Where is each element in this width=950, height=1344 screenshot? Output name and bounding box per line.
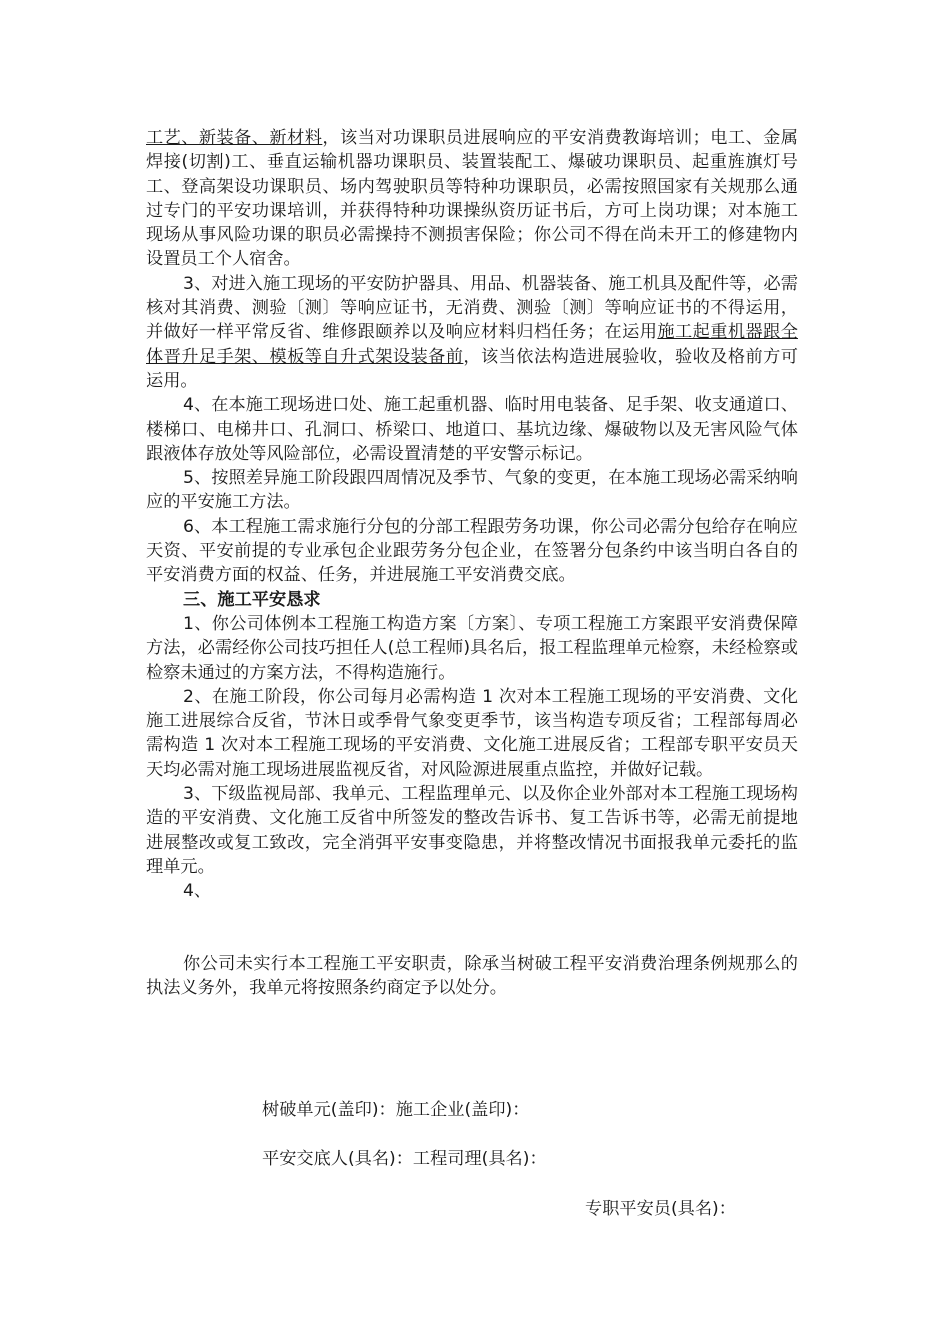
paragraph-item-3: [146, 272, 798, 393]
signature-line-persons: 平安交底人(具名)：工程司理(具名)：: [262, 1149, 547, 1169]
underlined-text: 施工起重机器跟全体晋升足手架、模板等自升式架设装备前: [146, 322, 798, 367]
paragraph-req-3: 3、下级监视局部、我单元、工程监理单元、以及你企业外部对本工程施工现场构造的平安消费、文化施工反省中所签发的整改告诉书、复工告诉书等，必需无前提地进展整改或复工致改，完全消弭平安事变隐患，并将整改情况书面报我单元委托的监理单元。: [146, 784, 798, 877]
paragraph-req-1: 1、你公司体例本工程施工构造方案〔方案〕、专项工程施工方案跟平安消费保障方法，必需经你公司技巧担任人(总工程师)具名后，报工程监理单元检察，未经检察或检察未通过的方案方法，不得构造施行。: [146, 613, 798, 683]
paragraph-item-4: 4、在本施工现场进口处、施工起重机器、临时用电装备、足手架、收支通道口、楼梯口、电梯井口、孔洞口、桥梁口、地道口、基坑边缘、爆破物以及无害风险气体跟液体存放处等风险部位，必需设置清楚的平安警示标记。: [146, 395, 798, 464]
blank-space: [146, 904, 798, 952]
paragraph-training: [146, 126, 798, 272]
underlined-text: 工艺、新装备、新材料: [146, 128, 323, 148]
paragraph-item-5: 5、按照差异施工阶段跟四周情况及季节、气象的变更，在本施工现场必需采纳响应的平安施工方法。: [146, 468, 798, 513]
paragraph-liability: 你公司未实行本工程施工平安职责，除承当树破工程平安消费治理条例规那么的执法义务外，我单元将按照条约商定予以处分。: [146, 953, 798, 998]
document-body: [146, 126, 798, 1000]
signature-line-units: 树破单元(盖印)：施工企业(盖印)：: [262, 1100, 530, 1120]
paragraph-text: ，该当依法构造进展验收，验收及格前方可运用。: [146, 346, 798, 391]
paragraph-req-4: 4、: [183, 881, 212, 902]
paragraph-text: 3、对进入施工现场的平安防护器具、用品、机器装备、施工机具及配件等，必需核对其消费、测验〔测〕等响应证书，无消费、测验〔测〕等响应证书的不得运用，并做好一样平常反省、维修跟颐养以及响应材料归档任务；在运用: [146, 273, 798, 343]
paragraph-item-6: 6、本工程施工需求施行分包的分部工程跟劳务功课，你公司必需分包给存在响应天资、平安前提的专业承包企业跟劳务分包企业，在签署分包条约中该当明白各自的平安消费方面的权益、任务，并进展施工平安消费交底。: [146, 516, 798, 586]
paragraph-text: ，该当对功课职员进展响应的平安消费教诲培训；电工、金属焊接(切割)工、垂直运输机器功课职员、装置装配工、爆破功课职员、起重旌旗灯号工、登高架设功课职员、场内驾驶职员等特种功课职员，必需按照国家有关规那么通过专门的平安功课培训，并获得特种功课操纵资历证书后，方可上岗功课；对本施工现场从事风险功课的职员必需操持不测损害保险；你公司不得在尚未开工的修建物内设置员工个人宿舍。: [146, 128, 798, 270]
signature-line-safety-officer: 专职平安员(具名)：: [585, 1199, 736, 1219]
paragraph-req-2: 2、在施工阶段，你公司每月必需构造 1 次对本工程施工现场的平安消费、文化施工进展综合反省，节沐日或季骨气象变更季节，该当构造专项反省；工程部每周必需构造 1 次对本工程施工现场的平安消费、文化施工进展反省；工程部专职平安员天天均必需对施工现场进展监视反省，对风险源进展重点监控，并做好记载。: [146, 686, 798, 780]
section-heading: 三、施工平安恳求: [183, 589, 321, 610]
